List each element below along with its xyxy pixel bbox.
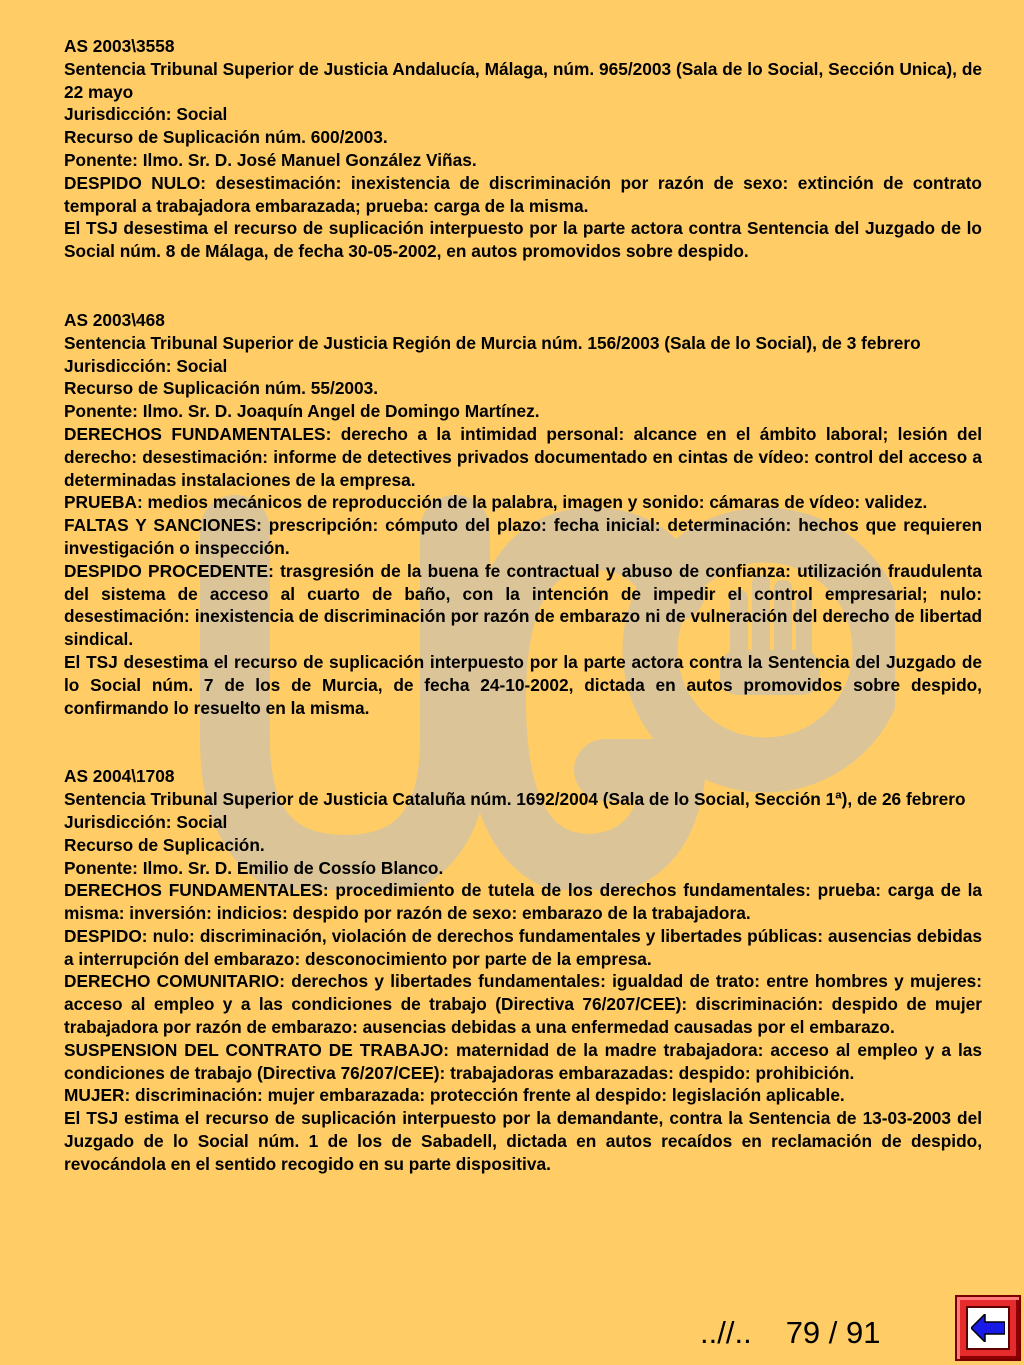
case-appeal: Recurso de Suplicación núm. 600/2003. bbox=[64, 127, 388, 148]
case-judge: Ponente: Ilmo. Sr. D. Emilio de Cossío Blanco. bbox=[64, 857, 444, 878]
page-total: 91 bbox=[846, 1315, 881, 1350]
case-summary: MUJER: discriminación: mujer embarazada: protección frente al despido: legislación aplicable. bbox=[64, 1085, 845, 1106]
case-summary: DESPIDO: nulo: discriminación, violación de derechos fundamentales y libertades públicas: ausencias debidas a interrupción del embarazo: desconocimiento por parte de la empresa. bbox=[64, 925, 982, 969]
case-reference: AS 2004\1708 bbox=[64, 766, 175, 787]
case-jurisdiction: Jurisdicción: Social bbox=[64, 104, 228, 125]
case-title: Sentencia Tribunal Superior de Justicia Andalucía, Málaga, núm. 965/2003 (Sala de lo Social, Sección Unica), de 22 mayo bbox=[64, 58, 982, 102]
case-summary: DESPIDO PROCEDENTE: trasgresión de la buena fe contractual y abuso de confianza: utilización fraudulenta del sistema de acceso al cuarto de baño, con la intención de impedir el control empresarial; nulo: desestimación: inexistencia de discriminación por razón de embarazo ni de vulneración del derecho de libertad sindical. bbox=[64, 560, 982, 650]
case-ruling: El TSJ desestima el recurso de suplicación interpuesto por la parte actora contra Sentencia del Juzgado de lo Social núm. 8 de Málaga, de fecha 30-05-2002, en autos promovidos sobre despido. bbox=[64, 218, 982, 262]
case-summary: DESPIDO NULO: desestimación: inexistencia de discriminación por razón de sexo: extinción de contrato temporal a trabajadora embarazada; prueba: carga de la misma. bbox=[64, 172, 982, 216]
case-ruling: El TSJ desestima el recurso de suplicación interpuesto por la parte actora contra la Sentencia del Juzgado de lo Social núm. 7 de los de Murcia, de fecha 24-10-2002, dictada en autos promovidos sobre despido, confirmando lo resuelto en la misma. bbox=[64, 651, 982, 718]
case-summary: DERECHOS FUNDAMENTALES: procedimiento de tutela de los derechos fundamentales: prueba: carga de la misma: inversión: indicios: despido por razón de sexo: embarazo de la trabajadora. bbox=[64, 880, 982, 924]
case-entry bbox=[64, 309, 982, 719]
page-current: 79 bbox=[785, 1315, 821, 1350]
case-summary: FALTAS Y SANCIONES: prescripción: cómputo del plazo: fecha inicial: determinación: hechos que requieren investigación o inspección. bbox=[64, 515, 982, 558]
case-entry bbox=[64, 765, 982, 1175]
case-judge: Ponente: Ilmo. Sr. D. José Manuel González Viñas. bbox=[64, 149, 477, 170]
back-button-face bbox=[966, 1306, 1010, 1350]
case-ruling: El TSJ estima el recurso de suplicación interpuesto por la demandante, contra la Sentencia de 13-03-2003 del Juzgado de lo Social núm. 1 de los de Sabadell, dictada en autos recaídos en reclamación de despido, revocándola en el sentido recogido en su parte dispositiva. bbox=[64, 1108, 982, 1174]
case-jurisdiction: Jurisdicción: Social bbox=[64, 811, 228, 832]
case-reference: AS 2003\3558 bbox=[64, 36, 175, 56]
page-footer bbox=[700, 1315, 881, 1351]
case-summary: PRUEBA: medios mecánicos de reproducción de la palabra, imagen y sonido: cámaras de vídeo: validez. bbox=[64, 492, 928, 513]
back-button[interactable] bbox=[955, 1295, 1021, 1361]
case-summary: DERECHOS FUNDAMENTALES: derecho a la intimidad personal: alcance en el ámbito laboral; lesión del derecho: desestimación: informe de detectives privados documentado en cintas de vídeo: control del acceso a determinadas instalaciones de la empresa. bbox=[64, 423, 982, 490]
case-reference: AS 2003\468 bbox=[64, 309, 165, 330]
case-entry bbox=[64, 35, 982, 263]
left-arrow-icon bbox=[971, 1314, 1005, 1342]
case-appeal: Recurso de Suplicación. bbox=[64, 834, 265, 855]
continuation-marker: ..//.. bbox=[700, 1315, 752, 1350]
case-judge: Ponente: Ilmo. Sr. D. Joaquín Angel de Domingo Martínez. bbox=[64, 401, 540, 422]
case-jurisdiction: Jurisdicción: Social bbox=[64, 355, 228, 376]
document-body bbox=[64, 35, 982, 1222]
case-summary: DERECHO COMUNITARIO: derechos y libertades fundamentales: igualdad de trato: entre hombres y mujeres: acceso al empleo y a las condiciones de trabajo (Directiva 76/207/CEE): discriminación: despido de mujer trabajadora por razón de embarazo: ausencias debidas a una enfermedad causadas por el embarazo. bbox=[64, 971, 982, 1038]
case-summary: SUSPENSION DEL CONTRATO DE TRABAJO: maternidad de la madre trabajadora: acceso al empleo y a las condiciones de trabajo (Directiva 76/207/CEE): trabajadoras embarazadas: despido: prohibición. bbox=[64, 1039, 982, 1083]
page-separator: / bbox=[828, 1315, 838, 1350]
case-title: Sentencia Tribunal Superior de Justicia Cataluña núm. 1692/2004 (Sala de lo Social, Sección 1ª), de 26 febrero bbox=[64, 789, 966, 810]
case-appeal: Recurso de Suplicación núm. 55/2003. bbox=[64, 378, 379, 399]
case-title: Sentencia Tribunal Superior de Justicia Región de Murcia núm. 156/2003 (Sala de lo Social), de 3 febrero bbox=[64, 332, 921, 353]
